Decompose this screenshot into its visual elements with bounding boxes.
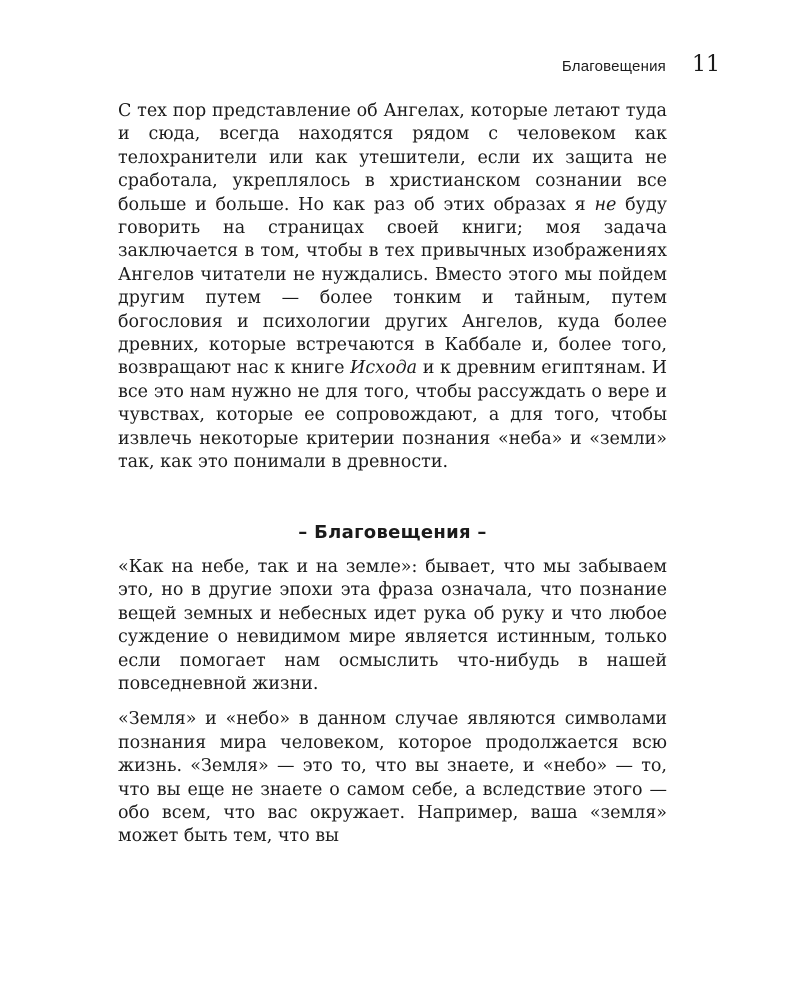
italic-word-ne: не xyxy=(594,194,617,215)
running-head xyxy=(562,52,720,77)
paragraph-3: «Земля» и «небо» в данном случае являются символами познания мира человеком, которое продолжается всю жизнь. «Земля» — это то, что вы знаете, и «небо» — то, что вы еще не знаете о самом себе, а вследствие этого — обо всем, что вас окружает. Например, ваша «земля» может быть тем, что вы xyxy=(118,709,667,847)
paragraph-1 xyxy=(118,100,667,475)
italic-word-ishoda: Исхода xyxy=(350,358,418,379)
paragraph-2: «Как на небе, так и на земле»: бывает, что мы забываем это, но в другие эпохи эта фраза означала, что познание вещей земных и небесных идет рука об руку и что любое суждение о невидимом мире является истинным, только если помогает нам осмыслить что-нибудь в нашей повседневной жизни. xyxy=(118,556,667,694)
paragraph-1-part-3: и к древним египтянам. И все это нам нужно не для того, чтобы рассуждать о вере и чувствах, которые ее сопровождают, а для того, чтобы извлечь некоторые критерии познания «неба» и «земли» так, как это понимали в древности. xyxy=(118,358,667,473)
page-number: 11 xyxy=(692,52,720,77)
running-title: Благовещения xyxy=(561,58,666,75)
paragraph-1-part-1: С тех пор представление об Ангелах, которые летают туда и сюда, всегда находятся рядом с человеком как телохранители или как утешители, если их защита не сработала, укреплялось в христианском сознании все больше и больше. Но как раз об этих образах я xyxy=(118,101,667,215)
paragraph-1-part-2: буду говорить на страницах своей книги; моя задача заключается в том, чтобы в тех привычных изображениях Ангелов читатели не нуждались. Вместо этого мы пойдем другим путем — более тонким и тайным, путем богословия и психологии других Ангелов, куда более древних, которые встречаются в Каббале и, более того, возвращают нас к книге xyxy=(118,194,668,379)
body-text xyxy=(118,100,667,849)
section-heading: – Благовещения – xyxy=(298,521,487,543)
